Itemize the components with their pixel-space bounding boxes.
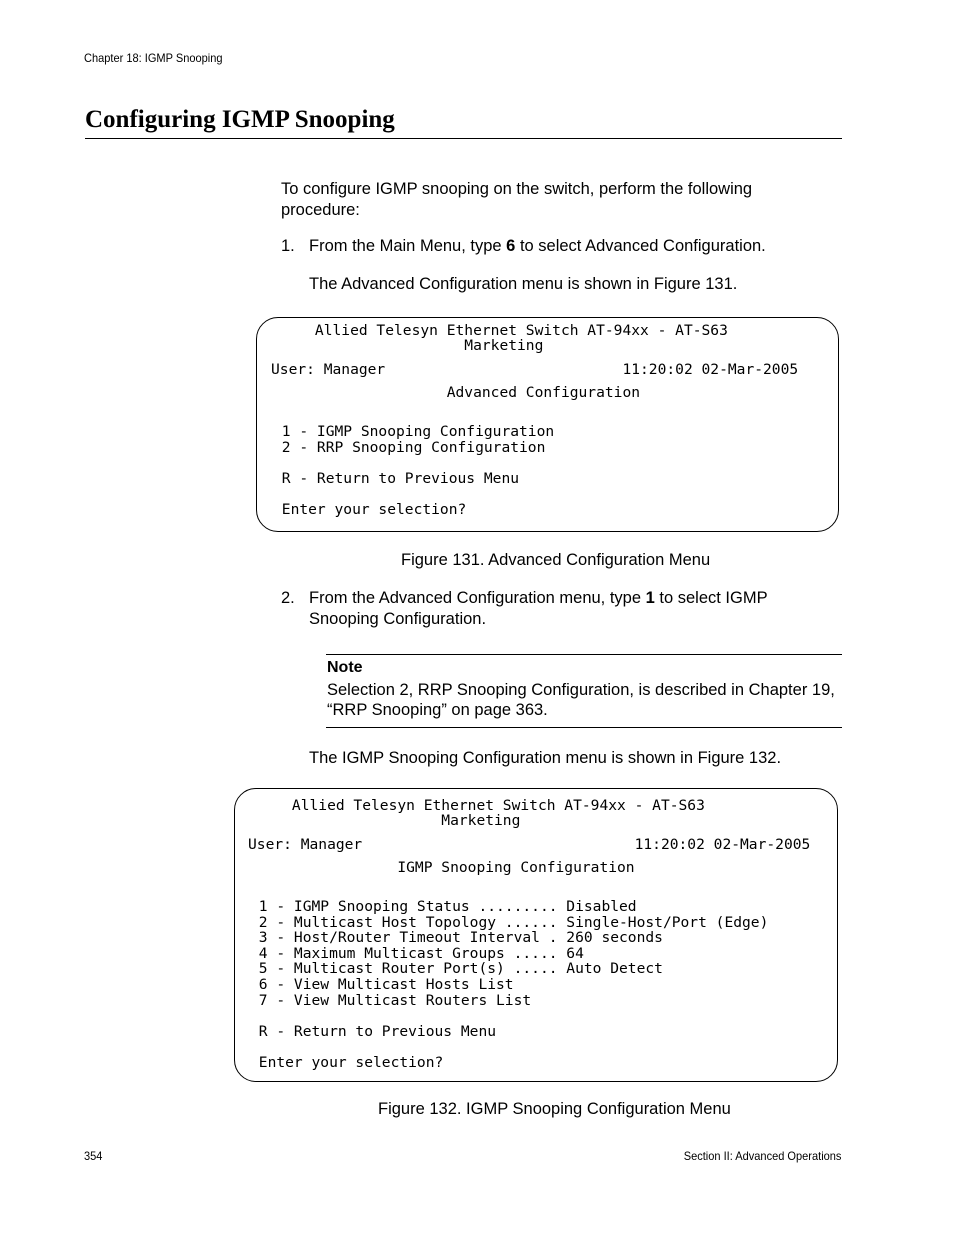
screen-line: Marketing — [271, 337, 544, 354]
screen-line: 3 - Host/Router Timeout Interval . 260 seconds — [250, 929, 663, 946]
step-1-text-after: to select Advanced Configuration. — [515, 237, 766, 255]
screen-line: Advanced Configuration — [271, 384, 641, 401]
screen-line: User: Manager 11:20:02 02-Mar-2005 — [248, 836, 811, 853]
footer-section: Section II: Advanced Operations — [683, 1149, 841, 1163]
figure-132-screen — [234, 788, 838, 1082]
screen-line: 6 - View Multicast Hosts List — [250, 976, 514, 993]
section-title: Configuring IGMP Snooping — [85, 106, 842, 139]
step-2-key: 1 — [645, 589, 655, 607]
screen-line: Enter your selection? — [250, 1054, 444, 1071]
screen-line: 4 - Maximum Multicast Groups ..... 64 — [250, 945, 584, 962]
step-1-followup: The Advanced Configuration menu is shown in Figure 131. — [309, 275, 738, 293]
screen-line: Allied Telesyn Ethernet Switch AT-94xx - AT-S63 — [248, 797, 705, 814]
note-body: Selection 2, RRP Snooping Configuration, is described in Chapter 19, “RRP Snooping” on page 363. — [327, 681, 835, 719]
figure-131-caption: Figure 131. Advanced Configuration Menu — [401, 551, 711, 569]
step-1-text-before: From the Main Menu, type — [309, 237, 507, 255]
note-title: Note — [327, 659, 363, 676]
step-1-number: 1. — [281, 237, 295, 255]
screen-line: R - Return to Previous Menu — [273, 470, 520, 487]
screen-line: R - Return to Previous Menu — [250, 1023, 497, 1040]
screen-line: 5 - Multicast Router Port(s) ..... Auto Detect — [250, 960, 663, 977]
step-2-text-after: to select IGMP Snooping Configuration. — [309, 589, 768, 628]
screen-line: User: Manager 11:20:02 02-Mar-2005 — [271, 361, 799, 378]
screen-line: 2 - Multicast Host Topology ...... Single-Host/Port (Edge) — [250, 914, 769, 931]
running-head: Chapter 18: IGMP Snooping — [84, 51, 223, 65]
screen-line: Marketing — [248, 812, 521, 829]
note-box — [326, 654, 842, 728]
step-1-key: 6 — [506, 237, 516, 255]
screen-line: 1 - IGMP Snooping Configuration — [273, 423, 555, 440]
page-number: 354 — [84, 1149, 103, 1163]
step-2 — [281, 588, 809, 630]
intro-paragraph: To configure IGMP snooping on the switch, perform the following procedure: — [281, 180, 753, 219]
step-1 — [281, 236, 829, 257]
screen-line: Enter your selection? — [273, 501, 467, 518]
screen-line: 1 - IGMP Snooping Status ......... Disabled — [250, 898, 637, 915]
screen-line: 7 - View Multicast Routers List — [250, 992, 532, 1009]
step-2-followup: The IGMP Snooping Configuration menu is shown in Figure 132. — [309, 749, 782, 767]
figure-132-caption: Figure 132. IGMP Snooping Configuration Menu — [378, 1100, 731, 1118]
step-2-text-before: From the Advanced Configuration menu, type — [309, 589, 646, 607]
screen-line: Allied Telesyn Ethernet Switch AT-94xx - AT-S63 — [271, 322, 728, 339]
step-2-number: 2. — [281, 589, 295, 607]
screen-line: 2 - RRP Snooping Configuration — [273, 439, 546, 456]
figure-131-screen — [256, 317, 839, 532]
screen-line: IGMP Snooping Configuration — [248, 859, 635, 876]
